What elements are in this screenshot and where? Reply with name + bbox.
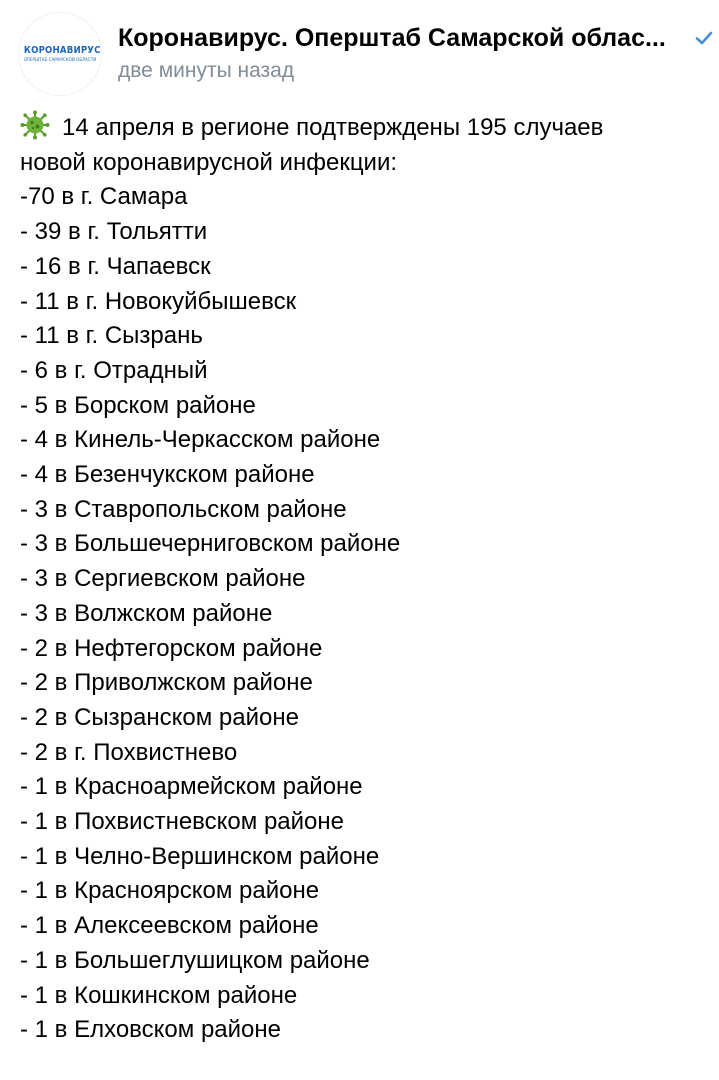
post-line: - 2 в г. Похвистнево xyxy=(20,738,238,766)
post-line: -70 в г. Самара xyxy=(20,183,188,211)
post-line: - 1 в Большеглушицком районе xyxy=(20,946,370,974)
post-line: - 2 в Приволжском районе xyxy=(20,669,313,697)
post-line: - 2 в Сызранском районе xyxy=(20,703,299,731)
post-text xyxy=(20,110,710,1048)
avatar-logo-title: КОРОНАВИРУС xyxy=(23,45,101,56)
post-line: - 1 в Кошкинском районе xyxy=(20,981,298,1009)
post-line: - 3 в Большечерниговском районе xyxy=(20,530,401,558)
post-line: - 1 в Красноармейском районе xyxy=(20,773,363,801)
post-line: - 6 в г. Отрадный xyxy=(20,356,208,384)
channel-name[interactable]: Коронавирус. Оперштаб Самарской облас... xyxy=(118,24,666,52)
post-line: - 3 в Ставропольском районе xyxy=(20,495,347,523)
post-timestamp[interactable]: две минуты назад xyxy=(118,59,295,82)
post-line: - 1 в Красноярском районе xyxy=(20,877,320,905)
verified-check-icon xyxy=(694,28,714,48)
post-line: - 1 в Алексеевском районе xyxy=(20,912,319,940)
virus-emoji-icon xyxy=(20,110,50,140)
post-line: - 1 в Похвистневском районе xyxy=(20,808,344,836)
post-line: новой коронавирусной инфекции: xyxy=(20,148,398,176)
post-line: - 16 в г. Чапаевск xyxy=(20,252,211,280)
post-line: - 1 в Челно-Вершинском районе xyxy=(20,842,380,870)
channel-avatar[interactable] xyxy=(18,12,102,96)
post-line: - 5 в Борском районе xyxy=(20,391,256,419)
post-line: - 39 в г. Тольятти xyxy=(20,218,208,246)
post-line: - 3 в Сергиевском районе xyxy=(20,565,306,593)
avatar-logo-subtitle: ОПЕРШТАБ САМАРСКОЙ ОБЛАСТИ xyxy=(23,58,97,63)
post-line-text: 14 апреля в регионе подтверждены 195 случаев xyxy=(62,114,604,141)
post-line: - 11 в г. Новокуйбышевск xyxy=(20,287,297,315)
post-line xyxy=(20,110,710,146)
post-line: - 1 в Елховском районе xyxy=(20,1016,281,1044)
post-line: - 2 в Нефтегорском районе xyxy=(20,634,323,662)
post-line: - 3 в Волжском районе xyxy=(20,599,273,627)
post-line: - 4 в Безенчукском районе xyxy=(20,461,315,489)
post-line: - 4 в Кинель-Черкасском районе xyxy=(20,426,381,454)
post-header xyxy=(0,0,719,96)
post-line: - 11 в г. Сызрань xyxy=(20,322,203,350)
